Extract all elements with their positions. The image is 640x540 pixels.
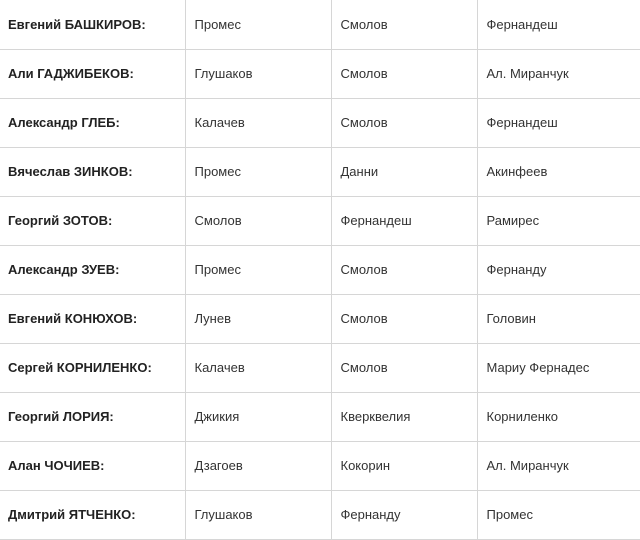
expert-name: Георгий ЛОРИЯ:: [0, 392, 185, 441]
player-pick-1: Калачев: [185, 98, 331, 147]
player-pick-2: Фернанду: [331, 490, 477, 539]
table-row: [0, 441, 640, 490]
table-row: [0, 49, 640, 98]
player-pick-1: Лунев: [185, 294, 331, 343]
player-pick-3: Корниленко: [477, 392, 640, 441]
player-pick-2: Смолов: [331, 343, 477, 392]
table-row: [0, 98, 640, 147]
player-pick-2: Кокорин: [331, 441, 477, 490]
table-row: [0, 245, 640, 294]
expert-name: Али ГАДЖИБЕКОВ:: [0, 49, 185, 98]
player-pick-3: Головин: [477, 294, 640, 343]
table-row: [0, 0, 640, 49]
player-pick-3: Рамирес: [477, 196, 640, 245]
player-pick-3: Фернандеш: [477, 98, 640, 147]
player-pick-1: Промес: [185, 0, 331, 49]
player-pick-2: Смолов: [331, 294, 477, 343]
player-pick-2: Смолов: [331, 245, 477, 294]
player-pick-3: Промес: [477, 490, 640, 539]
player-pick-2: Кверквелия: [331, 392, 477, 441]
player-pick-2: Смолов: [331, 0, 477, 49]
table-row: [0, 343, 640, 392]
table-row: [0, 490, 640, 539]
expert-name: Вячеслав ЗИНКОВ:: [0, 147, 185, 196]
player-pick-2: Фернандеш: [331, 196, 477, 245]
player-pick-1: Калачев: [185, 343, 331, 392]
expert-name: Сергей КОРНИЛЕНКО:: [0, 343, 185, 392]
expert-name: Александр ГЛЕБ:: [0, 98, 185, 147]
table-row: [0, 147, 640, 196]
expert-name: Александр ЗУЕВ:: [0, 245, 185, 294]
player-pick-1: Промес: [185, 245, 331, 294]
player-pick-3: Фернандеш: [477, 0, 640, 49]
player-pick-3: Фернанду: [477, 245, 640, 294]
player-pick-1: Глушаков: [185, 49, 331, 98]
player-pick-1: Глушаков: [185, 490, 331, 539]
player-pick-1: Дзагоев: [185, 441, 331, 490]
player-pick-3: Мариу Фернадес: [477, 343, 640, 392]
player-pick-2: Смолов: [331, 98, 477, 147]
player-pick-2: Смолов: [331, 49, 477, 98]
player-pick-1: Смолов: [185, 196, 331, 245]
table-row: [0, 294, 640, 343]
player-pick-2: Данни: [331, 147, 477, 196]
expert-name: Евгений БАШКИРОВ:: [0, 0, 185, 49]
expert-name: Алан ЧОЧИЕВ:: [0, 441, 185, 490]
player-pick-3: Ал. Миранчук: [477, 49, 640, 98]
table-row: [0, 196, 640, 245]
player-pick-3: Акинфеев: [477, 147, 640, 196]
player-pick-1: Джикия: [185, 392, 331, 441]
player-pick-3: Ал. Миранчук: [477, 441, 640, 490]
expert-name: Георгий ЗОТОВ:: [0, 196, 185, 245]
expert-name: Евгений КОНЮХОВ:: [0, 294, 185, 343]
player-pick-1: Промес: [185, 147, 331, 196]
table-row: [0, 392, 640, 441]
expert-name: Дмитрий ЯТЧЕНКО:: [0, 490, 185, 539]
